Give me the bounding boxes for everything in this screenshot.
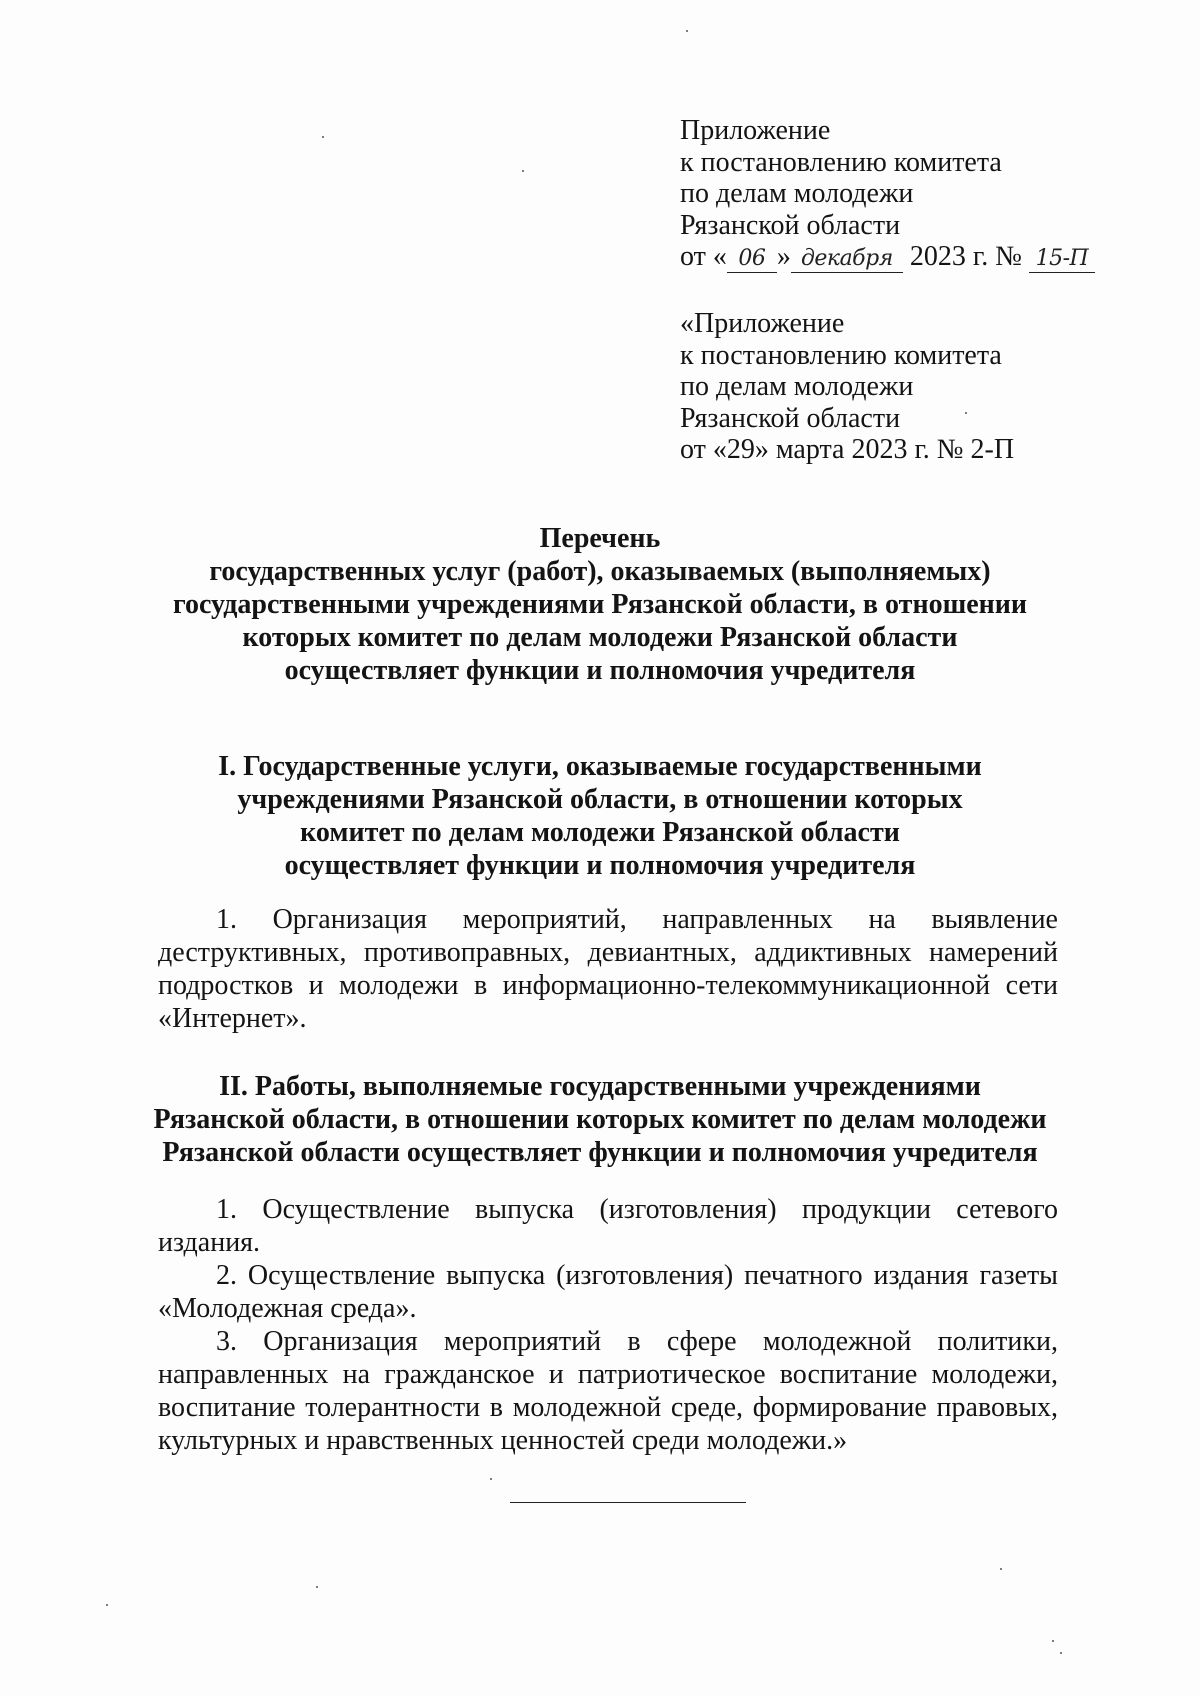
scan-speck xyxy=(1052,1640,1054,1642)
date-month-field xyxy=(791,244,903,273)
scan-speck xyxy=(322,136,324,138)
handwritten-number: 15-П xyxy=(1035,246,1089,271)
heading-line: учреждениями Рязанской области, в отношении которых xyxy=(237,784,963,815)
number-field xyxy=(1029,244,1095,273)
scan-speck xyxy=(316,1586,318,1588)
scan-speck xyxy=(686,30,688,32)
annex-current-header xyxy=(680,115,1095,273)
title-line: государственными учреждениями Рязанской области, в отношении xyxy=(172,589,1028,620)
date-day-field xyxy=(727,244,777,273)
heading-line: Рязанской области осуществляет функции и полномочия учредителя xyxy=(162,1137,1038,1168)
section-2-item: 2. Осуществление выпуска (изготовления) печатного издания газеты «Молодежная среда». xyxy=(158,1260,1058,1324)
annex-original-header xyxy=(680,308,1014,466)
scan-speck xyxy=(106,1604,108,1606)
end-divider xyxy=(510,1502,746,1503)
heading-line: Рязанской области, в отношении которых комитет по делам молодежи xyxy=(153,1104,1047,1135)
handwritten-month: декабря xyxy=(800,246,893,271)
scan-speck xyxy=(1060,1652,1062,1654)
handwritten-day: 06 xyxy=(738,246,766,271)
scan-speck xyxy=(522,170,524,172)
scan-speck xyxy=(490,1478,492,1480)
annex-line: «Приложение xyxy=(680,308,845,339)
scan-speck xyxy=(1000,1568,1002,1570)
section-1-item: 1. Организация мероприятий, направленных на выявление деструктивных, противоправных, девиантных, аддиктивных намерений подростков и молодежи в информационно-телекоммуникационной сети «Интернет». xyxy=(158,904,1058,1034)
title-line: осуществляет функции и полномочия учредителя xyxy=(284,655,916,686)
heading-line: II. Работы, выполняемые государственными учреждениями xyxy=(219,1071,981,1102)
scan-speck xyxy=(965,412,967,414)
annex-line: к постановлению комитета xyxy=(680,146,1002,178)
annex-date-line xyxy=(680,241,1095,273)
heading-line: осуществляет функции и полномочия учредителя xyxy=(284,850,916,881)
annex-line: Рязанской области xyxy=(680,209,901,241)
heading-line: I. Государственные услуги, оказываемые государственными xyxy=(218,751,982,782)
document-title xyxy=(150,522,1050,687)
date-quote: » xyxy=(776,241,791,272)
section-2-item: 1. Осуществление выпуска (изготовления) продукции сетевого издания. xyxy=(158,1194,1058,1258)
annex-line: к постановлению комитета xyxy=(680,339,1002,371)
section-2-heading xyxy=(150,1070,1050,1169)
title-line: которых комитет по делам молодежи Рязанской области xyxy=(242,622,958,653)
annex-line: по делам молодежи xyxy=(680,371,914,402)
heading-line: комитет по делам молодежи Рязанской области xyxy=(300,817,900,848)
section-2-item: 3. Организация мероприятий в сфере молодежной политики, направленных на гражданское и патриотическое воспитание молодежи, воспитание толерантности в молодежной среде, формирование правовых, культурных и нравственных ценностей среди молодежи.» xyxy=(158,1326,1058,1456)
section-1-heading xyxy=(150,750,1050,882)
date-prefix: от « xyxy=(680,241,727,272)
annex-line: Рязанской области xyxy=(680,402,901,434)
date-year: 2023 г. № xyxy=(902,241,1029,272)
title-line: Перечень xyxy=(539,523,661,554)
title-line: государственных услуг (работ), оказываемых (выполняемых) xyxy=(209,556,991,587)
annex-line: от «29» марта 2023 г. № 2-П xyxy=(680,434,1015,465)
annex-line: по делам молодежи xyxy=(680,178,914,209)
annex-line: Приложение xyxy=(680,115,831,146)
